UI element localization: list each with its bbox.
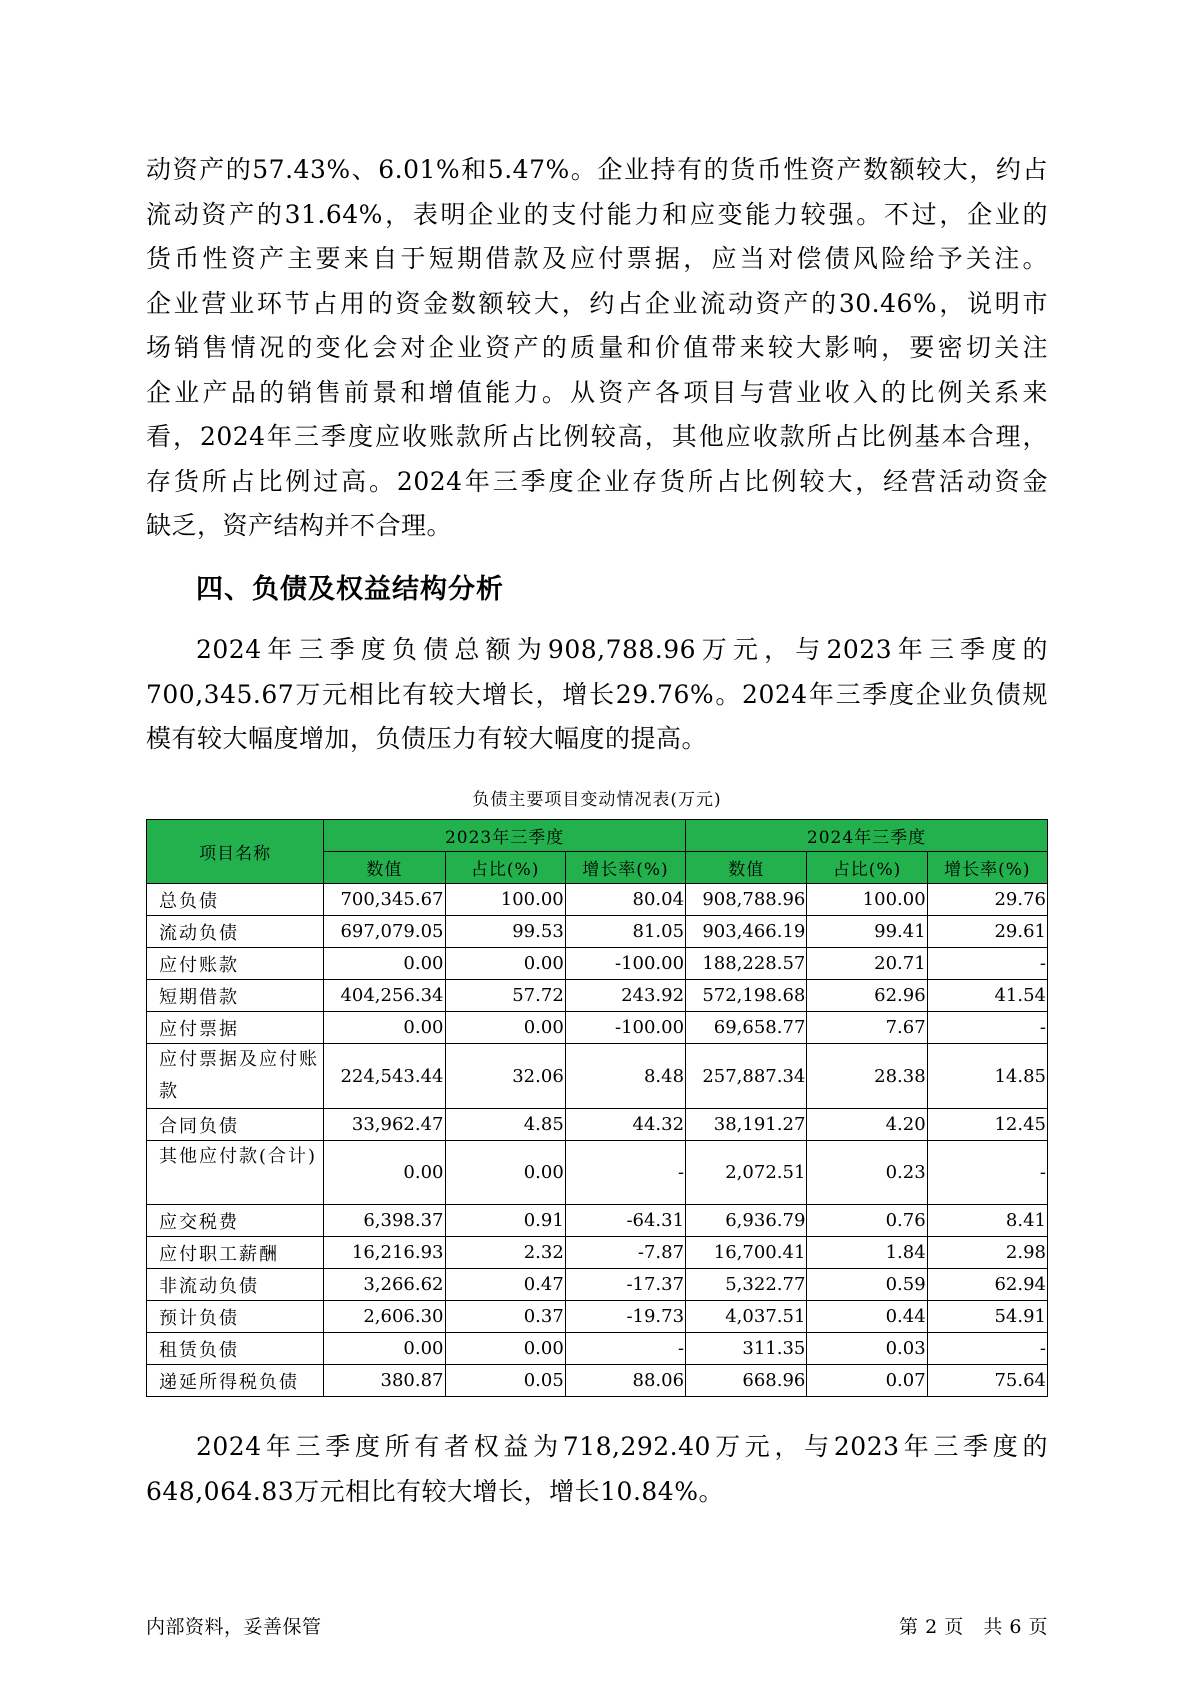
header-share: 占比(%) [807,852,927,884]
cell-growth-2024: - [927,948,1047,980]
cell-growth-2024: 29.76 [927,884,1047,916]
cell-share-2023: 0.00 [445,948,565,980]
liability-table [146,819,1048,1397]
cell-value-2024: 5,322.77 [686,1269,807,1301]
cell-growth-2024: 29.61 [927,916,1047,948]
paragraph-line: 模有较大幅度增加，负债压力有较大幅度的提高。 [146,724,708,753]
cell-growth-2023: -100.00 [565,1012,685,1044]
paragraph-line: 648,064.83万元相比有较大增长，增长10.84%。 [146,1476,724,1506]
cell-share-2023: 0.00 [445,1141,565,1205]
header-item-name: 项目名称 [147,820,324,884]
cell-share-2023: 0.47 [445,1269,565,1301]
cell-growth-2023: -7.87 [565,1237,685,1269]
cell-value-2024: 903,466.19 [686,916,807,948]
table-row [147,1205,1048,1237]
cell-value-2023: 404,256.34 [324,980,445,1012]
cell-value-2024: 4,037.51 [686,1301,807,1333]
cell-value-2024: 572,198.68 [686,980,807,1012]
table-row [147,1012,1048,1044]
cell-value-2024: 188,228.57 [686,948,807,980]
cell-value-2024: 6,936.79 [686,1205,807,1237]
cell-share-2024: 20.71 [807,948,927,980]
paragraph-line: 场销售情况的变化会对企业资产的质量和价值带来较大影响，要密切关注 [146,333,1048,362]
cell-share-2024: 99.41 [807,916,927,948]
cell-share-2024: 0.23 [807,1141,927,1205]
header-period-2023: 2023年三季度 [324,820,686,852]
cell-value-2023: 224,543.44 [324,1044,445,1109]
cell-growth-2023: 88.06 [565,1365,685,1397]
cell-growth-2024: 12.45 [927,1109,1047,1141]
cell-share-2024: 0.44 [807,1301,927,1333]
cell-value-2024: 38,191.27 [686,1109,807,1141]
paragraph-liability-summary [146,628,1048,762]
table-row [147,916,1048,948]
table-row [147,1044,1048,1109]
cell-value-2024: 2,072.51 [686,1141,807,1205]
paragraph-line: 企业产品的销售前景和增值能力。从资产各项目与营业收入的比例关系来 [146,377,1048,407]
cell-growth-2024: - [927,1141,1047,1205]
cell-item-name: 短期借款 [147,980,324,1012]
cell-share-2023: 99.53 [445,916,565,948]
cell-growth-2024: - [927,1333,1047,1365]
cell-growth-2023: 80.04 [565,884,685,916]
cell-growth-2023: -64.31 [565,1205,685,1237]
cell-item-name: 合同负债 [147,1109,324,1141]
table-row [147,1141,1048,1205]
table-row [147,948,1048,980]
table-body [147,884,1048,1397]
cell-share-2024: 0.03 [807,1333,927,1365]
cell-share-2024: 4.20 [807,1109,927,1141]
table-caption: 负债主要项目变动情况表(万元) [472,790,722,810]
cell-item-name: 应交税费 [147,1205,324,1237]
paragraph-line: 700,345.67万元相比有较大增长，增长29.76%。2024年三季度企业负债规 [146,679,1048,709]
paragraph-line: 动资产的57.43%、6.01%和5.47%。企业持有的货币性资产数额较大，约占 [146,155,1048,184]
cell-share-2024: 0.07 [807,1365,927,1397]
cell-item-name: 递延所得税负债 [147,1365,324,1397]
cell-value-2024: 311.35 [686,1333,807,1365]
paragraph-line: 货币性资产主要来自于短期借款及应付票据，应当对偿债风险给予关注。 [146,244,1048,273]
cell-growth-2023: -100.00 [565,948,685,980]
table-row [147,980,1048,1012]
table-row [147,1333,1048,1365]
cell-value-2023: 0.00 [324,1333,445,1365]
cell-growth-2023: -19.73 [565,1301,685,1333]
cell-share-2024: 1.84 [807,1237,927,1269]
cell-value-2024: 69,658.77 [686,1012,807,1044]
cell-growth-2024: 8.41 [927,1205,1047,1237]
cell-growth-2023: -17.37 [565,1269,685,1301]
paragraph-line: 缺乏，资产结构并不合理。 [146,511,453,540]
cell-value-2023: 700,345.67 [324,884,445,916]
cell-value-2023: 0.00 [324,1012,445,1044]
cell-value-2023: 0.00 [324,1141,445,1205]
header-value: 数值 [324,852,445,884]
paragraph-line: 2024年三季度负债总额为908,788.96万元，与2023年三季度的 [196,635,1048,664]
cell-growth-2024: 62.94 [927,1269,1047,1301]
cell-item-name: 应付职工薪酬 [147,1237,324,1269]
cell-share-2024: 100.00 [807,884,927,916]
cell-growth-2023: 8.48 [565,1044,685,1109]
section-heading: 四、负债及权益结构分析 [196,574,504,605]
cell-growth-2023: - [565,1141,685,1205]
table-row [147,1269,1048,1301]
paragraph-line: 2024年三季度所有者权益为718,292.40万元，与2023年三季度的 [196,1432,1048,1461]
header-period-2024: 2024年三季度 [686,820,1048,852]
cell-value-2023: 3,266.62 [324,1269,445,1301]
cell-item-name: 租赁负债 [147,1333,324,1365]
cell-share-2023: 0.37 [445,1301,565,1333]
cell-value-2023: 6,398.37 [324,1205,445,1237]
cell-share-2024: 0.76 [807,1205,927,1237]
cell-share-2024: 62.96 [807,980,927,1012]
paragraph-equity-summary [146,1425,1048,1514]
cell-growth-2024: 14.85 [927,1044,1047,1109]
header-share: 占比(%) [445,852,565,884]
cell-value-2023: 33,962.47 [324,1109,445,1141]
paragraph-line: 流动资产的31.64%，表明企业的支付能力和应变能力较强。不过，企业的 [146,199,1048,229]
header-value: 数值 [686,852,807,884]
cell-value-2023: 380.87 [324,1365,445,1397]
cell-item-name: 应付账款 [147,948,324,980]
cell-share-2023: 0.05 [445,1365,565,1397]
cell-share-2023: 57.72 [445,980,565,1012]
paragraph-asset-structure [146,148,1048,549]
cell-item-name: 其他应付款(合计) [147,1141,324,1205]
cell-share-2024: 0.59 [807,1269,927,1301]
cell-growth-2024: 41.54 [927,980,1047,1012]
footer-page-number: 第 2 页 共 6 页 [899,1616,1048,1638]
footer-confidential-note: 内部资料，妥善保管 [146,1616,322,1638]
cell-value-2024: 908,788.96 [686,884,807,916]
cell-share-2023: 4.85 [445,1109,565,1141]
cell-share-2023: 32.06 [445,1044,565,1109]
cell-growth-2023: 81.05 [565,916,685,948]
paragraph-line: 看，2024年三季度应收账款所占比例较高，其他应收款所占比例基本合理， [146,422,1048,451]
cell-value-2023: 697,079.05 [324,916,445,948]
header-growth: 增长率(%) [927,852,1047,884]
paragraph-line: 企业营业环节占用的资金数额较大，约占企业流动资产的30.46%，说明市 [146,288,1048,318]
header-growth: 增长率(%) [565,852,685,884]
cell-share-2023: 0.91 [445,1205,565,1237]
cell-growth-2024: 2.98 [927,1237,1047,1269]
cell-growth-2023: 44.32 [565,1109,685,1141]
cell-growth-2023: - [565,1333,685,1365]
cell-value-2024: 16,700.41 [686,1237,807,1269]
cell-share-2023: 0.00 [445,1333,565,1365]
table-row [147,1301,1048,1333]
cell-share-2023: 0.00 [445,1012,565,1044]
table-row [147,884,1048,916]
cell-item-name: 预计负债 [147,1301,324,1333]
cell-value-2024: 257,887.34 [686,1044,807,1109]
cell-growth-2024: 75.64 [927,1365,1047,1397]
cell-item-name: 总负债 [147,884,324,916]
cell-share-2023: 100.00 [445,884,565,916]
table-row [147,1365,1048,1397]
cell-growth-2024: 54.91 [927,1301,1047,1333]
cell-item-name: 非流动负债 [147,1269,324,1301]
cell-growth-2023: 243.92 [565,980,685,1012]
cell-share-2023: 2.32 [445,1237,565,1269]
cell-item-name: 应付票据 [147,1012,324,1044]
cell-value-2023: 16,216.93 [324,1237,445,1269]
cell-value-2024: 668.96 [686,1365,807,1397]
cell-value-2023: 0.00 [324,948,445,980]
cell-share-2024: 7.67 [807,1012,927,1044]
cell-share-2024: 28.38 [807,1044,927,1109]
cell-item-name: 流动负债 [147,916,324,948]
cell-value-2023: 2,606.30 [324,1301,445,1333]
cell-item-name: 应付票据及应付账款 [147,1044,324,1109]
table-row [147,1237,1048,1269]
cell-growth-2024: - [927,1012,1047,1044]
table-row [147,1109,1048,1141]
paragraph-line: 存货所占比例过高。2024年三季度企业存货所占比例较大，经营活动资金 [146,466,1048,496]
